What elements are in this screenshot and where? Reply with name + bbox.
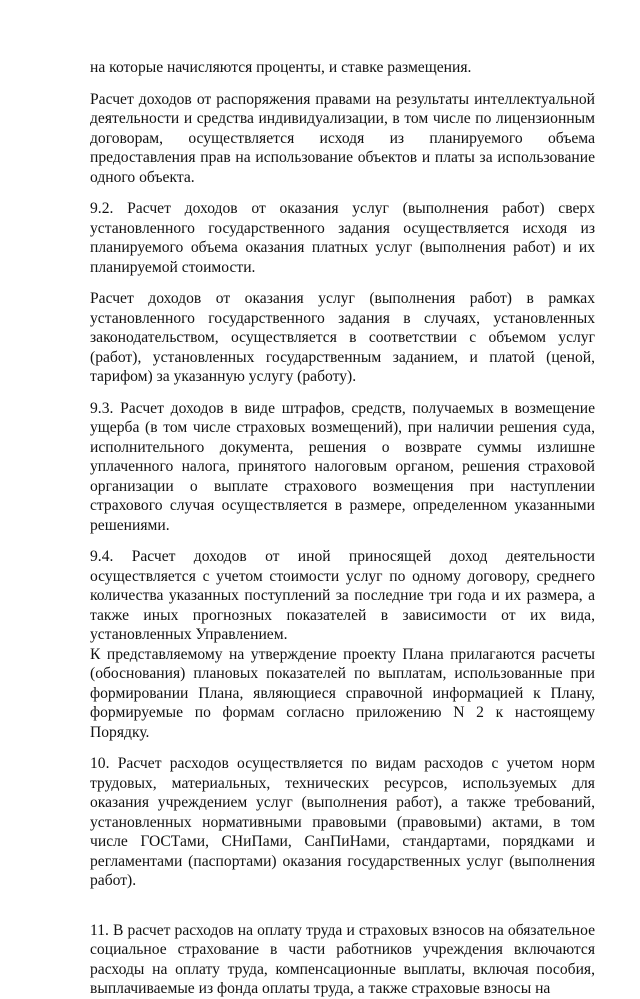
paragraph-9-4: 9.4. Расчет доходов от иной приносящей доход деятельности осуществляется с учетом стоимости услуг по одному договору, среднего количества указанных поступлений за последние три года и их размера, а также иных прогнозных показателей в зависимости от их вида, установленных Управлением.	[90, 548, 595, 643]
paragraph-state-assignment-income: Расчет доходов от оказания услуг (выполнения работ) в рамках установленного государственного задания в случаях, установленных законодательством, осуществляется в соответствии с объемом услуг (работ), установленных государственным заданием, и платой (ценой, тарифом) за указанную услугу (работу).	[90, 290, 595, 385]
paragraph-plan-attachments: К представляемому на утверждение проекту Плана прилагаются расчеты (обоснования) плановых показателей по выплатам, использованные при формировании Плана, являющиеся справочной информацией к Плану, формируемые по формам согласно приложению N 2 к настоящему Порядку.	[90, 645, 595, 741]
paragraph-9-2: 9.2. Расчет доходов от оказания услуг (выполнения работ) сверх установленного государственного задания осуществляется исходя из планируемого объема оказания платных услуг (выполнения работ) и их планируемой стоимости.	[90, 200, 595, 276]
paragraph-continuation: на которые начисляются проценты, и ставке размещения.	[90, 59, 472, 76]
paragraph-9-3: 9.3. Расчет доходов в виде штрафов, средств, получаемых в возмещение ущерба (в том числе страховых возмещений), при наличии решения суда, исполнительного документа, решения о возврате суммы излишне уплаченного налога, принятого налоговым органом, решения страховой организации о выплате страхового возмещения при наступлении страхового случая осуществляется в размере, определенном указанными решениями.	[90, 399, 595, 534]
document-page	[90, 58, 595, 999]
paragraph-10: 10. Расчет расходов осуществляется по видам расходов с учетом норм трудовых, материальных, технических ресурсов, используемых для оказания учреждением услуг (выполнения работ), а также требований, установленных нормативными правовыми (правовыми) актами, в том числе ГОСТами, СНиПами, СанПиНами, стандартами, порядками и регламентами (паспортами) оказания государственных услуг (выполнения работ).	[90, 755, 595, 889]
paragraph-intellectual-property-income: Расчет доходов от распоряжения правами на результаты интеллектуальной деятельности и средства индивидуализации, в том числе по лицензионным договорам, осуществляется исходя из планируемого объема предоставления прав на использование объектов и платы за использование одного объекта.	[90, 90, 595, 186]
paragraph-11: 11. В расчет расходов на оплату труда и страховых взносов на обязательное социальное страхование в части работников учреждения включаются расходы на оплату труда, компенсационные выплаты, включая пособия, выплачиваемые из фонда оплаты труда, а также страховые взносы на	[90, 921, 595, 997]
